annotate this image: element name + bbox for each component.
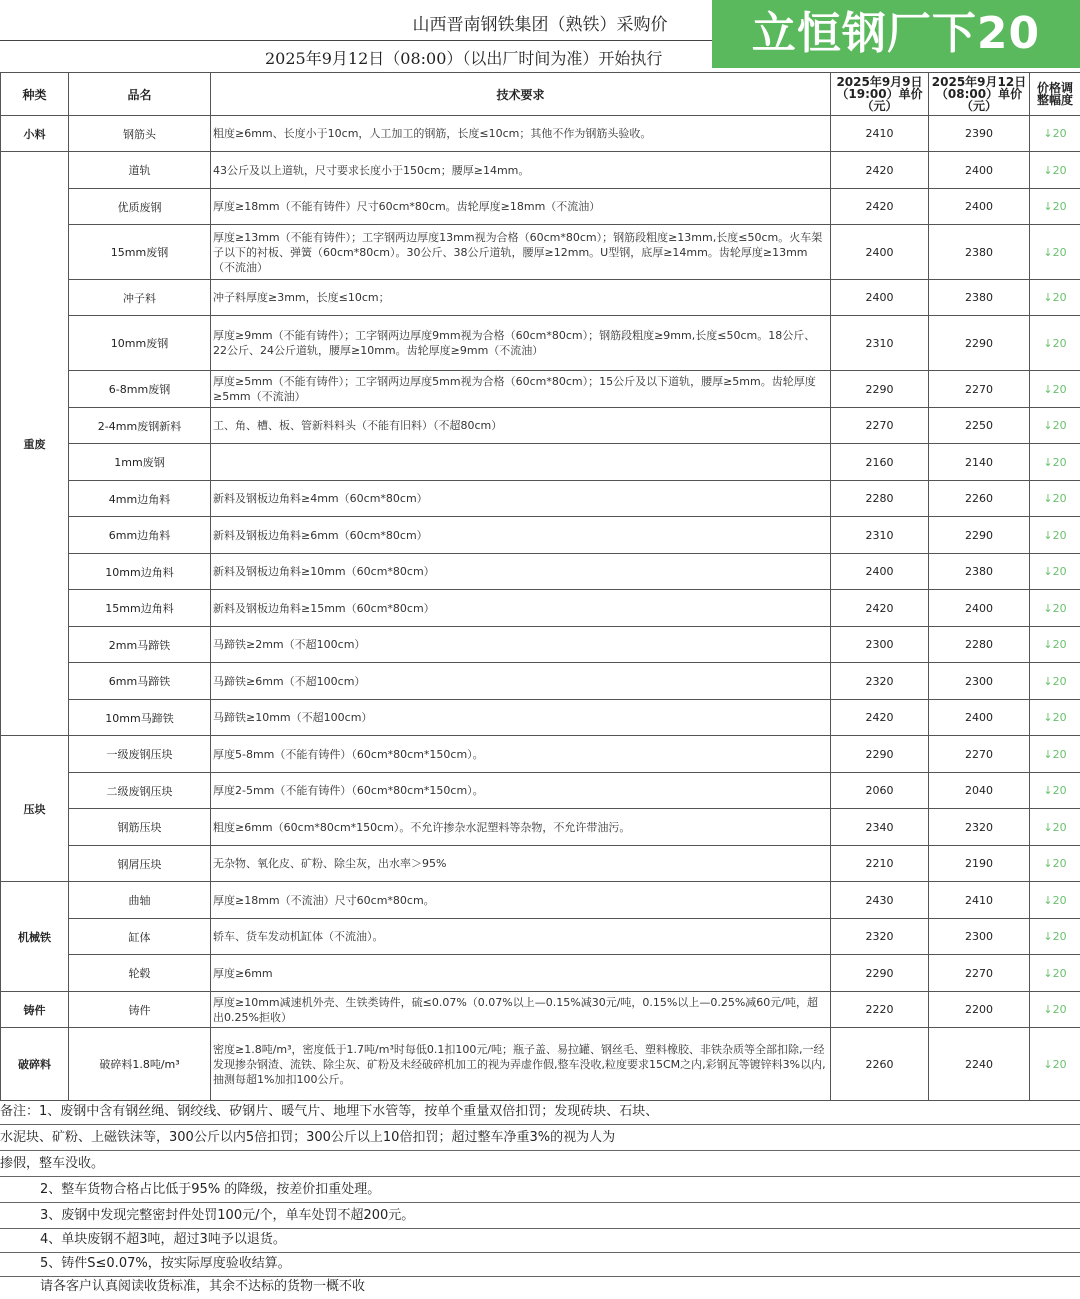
price-new: 2410 [929, 882, 1030, 919]
price-new: 2250 [929, 408, 1030, 444]
tech-spec: 厚度≥6mm [211, 955, 831, 992]
table-row [1, 481, 1080, 517]
category-cell: 铸件 [1, 992, 69, 1028]
price-old: 2400 [831, 280, 929, 316]
category-cell: 压块 [1, 736, 69, 882]
table-row [1, 280, 1080, 316]
table-row [1, 736, 1080, 773]
tech-spec [211, 444, 831, 481]
price-adjust: ↓20 [1030, 627, 1080, 663]
price-new: 2380 [929, 225, 1030, 280]
price-old: 2060 [831, 773, 929, 809]
price-old: 2210 [831, 846, 929, 882]
tech-spec: 新料及钢板边角料≥4mm（60cm*80cm） [211, 481, 831, 517]
product-name: 轮毂 [69, 955, 211, 992]
price-old: 2430 [831, 882, 929, 919]
tech-spec: 工、角、槽、板、管新料料头（不能有旧料）（不超80cm） [211, 408, 831, 444]
note-line: 掺假，整车没收。 [0, 1156, 104, 1171]
table-row [1, 1028, 1080, 1101]
price-adjust: ↓20 [1030, 517, 1080, 554]
tech-spec: 马蹄铁≥6mm（不超100cm） [211, 663, 831, 700]
tech-spec: 密度≥1.8吨/m³，密度低于1.7吨/m³时每低0.1扣100元/吨；瓶子盖、易拉罐、钢丝毛、塑料橡胶、非铁杂质等全部扣除,一经发现掺杂钢渣、流铁、除尘灰、矿粉及未经破碎机加工的视为弄虚作假,整车没收,粒度要求15CM之内,彩钢瓦等镀锌料3%以内,抽测每超1%加扣100公斤。 [211, 1028, 831, 1101]
price-old: 2420 [831, 700, 929, 736]
table-row [1, 116, 1080, 152]
price-new: 2290 [929, 517, 1030, 554]
price-adjust: ↓20 [1030, 316, 1080, 371]
price-new: 2380 [929, 280, 1030, 316]
tech-spec: 马蹄铁≥2mm（不超100cm） [211, 627, 831, 663]
table-row [1, 773, 1080, 809]
price-adjust: ↓20 [1030, 992, 1080, 1028]
table-row [1, 992, 1080, 1028]
price-new: 2270 [929, 736, 1030, 773]
product-name: 6mm边角料 [69, 517, 211, 554]
product-name: 2mm马蹄铁 [69, 627, 211, 663]
table-row [1, 371, 1080, 408]
product-name: 道轨 [69, 152, 211, 189]
category-cell: 机械铁 [1, 882, 69, 992]
price-new: 2270 [929, 955, 1030, 992]
tech-spec: 厚度5-8mm（不能有铸件）（60cm*80cm*150cm）。 [211, 736, 831, 773]
price-adjust: ↓20 [1030, 663, 1080, 700]
price-new: 2290 [929, 316, 1030, 371]
category-cell: 小料 [1, 116, 69, 152]
tech-spec: 粗度≥6mm（60cm*80cm*150cm）。不允许掺杂水泥塑料等杂物，不允许带油污。 [211, 809, 831, 846]
product-name: 铸件 [69, 992, 211, 1028]
price-old: 2260 [831, 1028, 929, 1101]
tech-spec: 冲子料厚度≥3mm，长度≤10cm； [211, 280, 831, 316]
price-new: 2200 [929, 992, 1030, 1028]
price-adjust: ↓20 [1030, 882, 1080, 919]
price-old: 2420 [831, 152, 929, 189]
tech-spec: 43公斤及以上道轨，尺寸要求长度小于150cm；腰厚≥14mm。 [211, 152, 831, 189]
col-adjust: 价格调整幅度 [1030, 73, 1080, 116]
tech-spec: 厚度≥13mm（不能有铸件）；工字钢两边厚度13mm视为合格（60cm*80cm）；钢筋段粗度≥13mm,长度≤50cm。火车架子以下的衬板、弹簧（60cm*80cm）。30公斤、38公斤道轨，腰厚≥12mm。U型钢，底厚≥14mm。齿轮厚度≥13mm（不流油） [211, 225, 831, 280]
price-old: 2220 [831, 992, 929, 1028]
table-row [1, 700, 1080, 736]
category-cell: 重废 [1, 152, 69, 736]
product-name: 2-4mm废钢新料 [69, 408, 211, 444]
price-adjust: ↓20 [1030, 152, 1080, 189]
price-drop-banner: 立恒钢厂下20 [712, 0, 1080, 68]
tech-spec: 马蹄铁≥10mm（不超100cm） [211, 700, 831, 736]
product-name: 优质废钢 [69, 189, 211, 225]
tech-spec: 新料及钢板边角料≥6mm（60cm*80cm） [211, 517, 831, 554]
price-new: 2320 [929, 809, 1030, 846]
product-name: 钢屑压块 [69, 846, 211, 882]
price-new: 2280 [929, 627, 1030, 663]
price-adjust: ↓20 [1030, 773, 1080, 809]
tech-spec: 粗度≥6mm、长度小于10cm，人工加工的钢筋，长度≤10cm；其他不作为钢筋头验收。 [211, 116, 831, 152]
price-old: 2400 [831, 225, 929, 280]
product-name: 4mm边角料 [69, 481, 211, 517]
price-new: 2190 [929, 846, 1030, 882]
col-category: 种类 [1, 73, 69, 116]
price-old: 2290 [831, 371, 929, 408]
price-adjust: ↓20 [1030, 444, 1080, 481]
price-adjust: ↓20 [1030, 590, 1080, 627]
col-spec: 技术要求 [211, 73, 831, 116]
price-new: 2390 [929, 116, 1030, 152]
note-line: 5、铸件S≤0.07%，按实际厚度验收结算。 [0, 1256, 291, 1271]
price-old: 2270 [831, 408, 929, 444]
price-old: 2320 [831, 663, 929, 700]
tech-spec: 新料及钢板边角料≥10mm（60cm*80cm） [211, 554, 831, 590]
price-old: 2310 [831, 517, 929, 554]
col-price-new: 2025年9月12日（08:00）单价（元） [929, 73, 1030, 116]
table-row [1, 189, 1080, 225]
product-name: 一级废钢压块 [69, 736, 211, 773]
page-title: 山西晋南钢铁集团（熟铁）采购价 [320, 10, 760, 35]
price-old: 2160 [831, 444, 929, 481]
tech-spec: 厚度2-5mm（不能有铸件）（60cm*80cm*150cm）。 [211, 773, 831, 809]
price-adjust: ↓20 [1030, 1028, 1080, 1101]
table-row [1, 517, 1080, 554]
table-row [1, 663, 1080, 700]
tech-spec: 厚度≥10mm减速机外壳、生铁类铸件，硫≤0.07%（0.07%以上—0.15%减30元/吨，0.15%以上—0.25%减60元/吨，超出0.25%拒收） [211, 992, 831, 1028]
table-row [1, 882, 1080, 919]
price-adjust: ↓20 [1030, 700, 1080, 736]
note-line: 备注：1、废钢中含有钢丝绳、钢绞线、矽钢片、暖气片、地埋下水管等，按单个重量双倍扣罚；发现砖块、石块、 [0, 1104, 658, 1119]
category-cell: 破碎料 [1, 1028, 69, 1101]
table-row [1, 627, 1080, 663]
price-old: 2280 [831, 481, 929, 517]
price-old: 2410 [831, 116, 929, 152]
price-new: 2300 [929, 919, 1030, 955]
table-row [1, 152, 1080, 189]
price-old: 2420 [831, 590, 929, 627]
price-new: 2300 [929, 663, 1030, 700]
product-name: 破碎料1.8吨/m³ [69, 1028, 211, 1101]
product-name: 15mm边角料 [69, 590, 211, 627]
price-new: 2400 [929, 700, 1030, 736]
product-name: 二级废钢压块 [69, 773, 211, 809]
product-name: 6-8mm废钢 [69, 371, 211, 408]
price-old: 2290 [831, 736, 929, 773]
product-name: 1mm废钢 [69, 444, 211, 481]
price-new: 2040 [929, 773, 1030, 809]
price-new: 2400 [929, 590, 1030, 627]
product-name: 钢筋头 [69, 116, 211, 152]
price-adjust: ↓20 [1030, 736, 1080, 773]
table-row [1, 955, 1080, 992]
tech-spec: 厚度≥18mm（不流油）尺寸60cm*80cm。 [211, 882, 831, 919]
product-name: 冲子料 [69, 280, 211, 316]
product-name: 曲轴 [69, 882, 211, 919]
price-adjust: ↓20 [1030, 919, 1080, 955]
price-adjust: ↓20 [1030, 189, 1080, 225]
price-new: 2270 [929, 371, 1030, 408]
tech-spec: 新料及钢板边角料≥15mm（60cm*80cm） [211, 590, 831, 627]
table-row [1, 809, 1080, 846]
price-adjust: ↓20 [1030, 225, 1080, 280]
product-name: 钢筋压块 [69, 809, 211, 846]
price-adjust: ↓20 [1030, 955, 1080, 992]
price-old: 2310 [831, 316, 929, 371]
price-table [0, 72, 1080, 1101]
tech-spec: 厚度≥18mm（不能有铸件）尺寸60cm*80cm。齿轮厚度≥18mm（不流油） [211, 189, 831, 225]
note-line: 水泥块、矿粉、上磁铁沫等，300公斤以内5倍扣罚；300公斤以上10倍扣罚；超过整车净重3%的视为人为 [0, 1130, 615, 1145]
note-line: 请各客户认真阅读收货标准，其余不达标的货物一概不收 [0, 1279, 365, 1294]
note-line: 4、单块废钢不超3吨，超过3吨予以退货。 [0, 1232, 286, 1247]
price-new: 2400 [929, 152, 1030, 189]
tech-spec: 厚度≥5mm（不能有铸件）；工字钢两边厚度5mm视为合格（60cm*80cm）；15公斤及以下道轨，腰厚≥5mm。齿轮厚度≥5mm（不流油） [211, 371, 831, 408]
price-adjust: ↓20 [1030, 280, 1080, 316]
price-adjust: ↓20 [1030, 809, 1080, 846]
price-new: 2240 [929, 1028, 1030, 1101]
price-old: 2300 [831, 627, 929, 663]
price-new: 2380 [929, 554, 1030, 590]
product-name: 10mm废钢 [69, 316, 211, 371]
price-new: 2260 [929, 481, 1030, 517]
table-row [1, 846, 1080, 882]
table-row [1, 590, 1080, 627]
col-price-old: 2025年9月9日（19:00）单价（元） [831, 73, 929, 116]
table-row [1, 444, 1080, 481]
price-adjust: ↓20 [1030, 116, 1080, 152]
product-name: 缸体 [69, 919, 211, 955]
effective-date: 2025年9月12日（08:00）（以出厂时间为准）开始执行 [265, 46, 825, 69]
price-old: 2290 [831, 955, 929, 992]
product-name: 10mm边角料 [69, 554, 211, 590]
table-body [1, 116, 1080, 1101]
table-row [1, 919, 1080, 955]
tech-spec: 无杂物、氧化皮、矿粉、除尘灰，出水率＞95% [211, 846, 831, 882]
product-name: 6mm马蹄铁 [69, 663, 211, 700]
price-old: 2340 [831, 809, 929, 846]
price-new: 2140 [929, 444, 1030, 481]
price-adjust: ↓20 [1030, 846, 1080, 882]
col-name: 品名 [69, 73, 211, 116]
tech-spec: 轿车、货车发动机缸体（不流油）。 [211, 919, 831, 955]
price-old: 2320 [831, 919, 929, 955]
table-row [1, 316, 1080, 371]
price-adjust: ↓20 [1030, 408, 1080, 444]
note-line: 3、废钢中发现完整密封件处罚100元/个，单车处罚不超200元。 [0, 1208, 414, 1223]
tech-spec: 厚度≥9mm（不能有铸件）；工字钢两边厚度9mm视为合格（60cm*80cm）；钢筋段粗度≥9mm,长度≤50cm。18公斤、22公斤、24公斤道轨，腰厚≥10mm。齿轮厚度≥9mm（不流油） [211, 316, 831, 371]
note-line: 2、整车货物合格占比低于95% 的降级，按差价扣重处理。 [0, 1182, 380, 1197]
price-adjust: ↓20 [1030, 554, 1080, 590]
product-name: 10mm马蹄铁 [69, 700, 211, 736]
price-adjust: ↓20 [1030, 371, 1080, 408]
price-old: 2420 [831, 189, 929, 225]
table-row [1, 554, 1080, 590]
table-row [1, 408, 1080, 444]
table-header-row [1, 73, 1080, 116]
price-adjust: ↓20 [1030, 481, 1080, 517]
price-old: 2400 [831, 554, 929, 590]
product-name: 15mm废钢 [69, 225, 211, 280]
table-row [1, 225, 1080, 280]
price-new: 2400 [929, 189, 1030, 225]
